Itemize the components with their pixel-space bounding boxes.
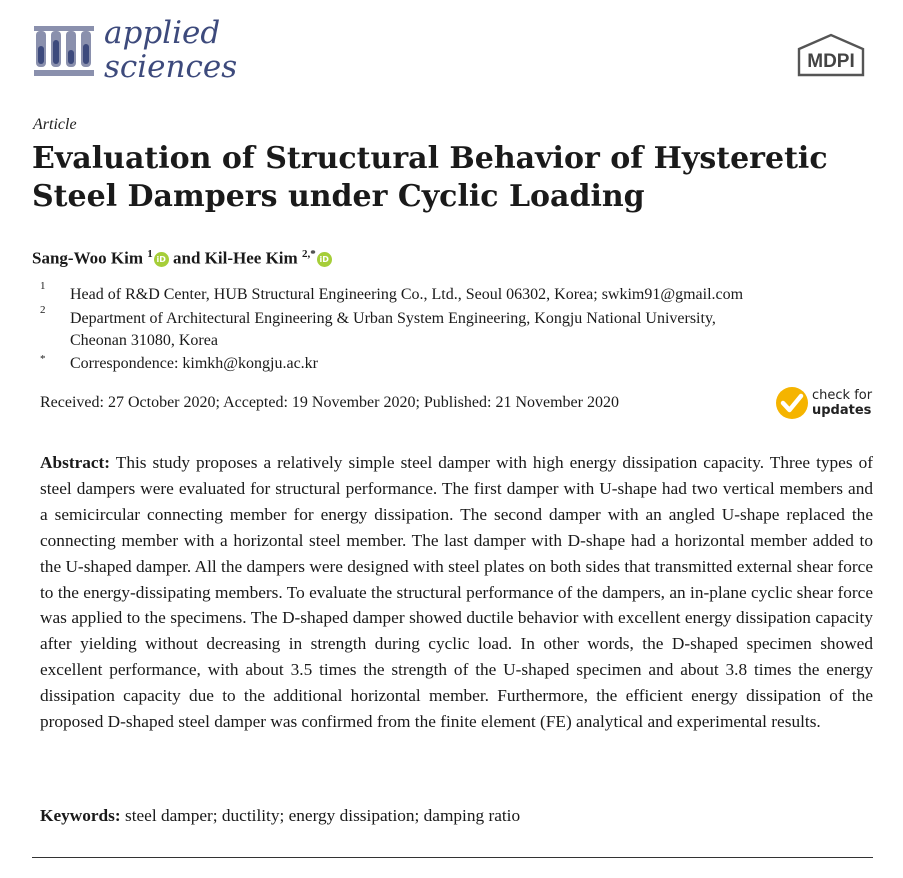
keywords-text: steel damper; ductility; energy dissipation; damping ratio bbox=[124, 806, 521, 825]
author-name: Sang-Woo Kim bbox=[32, 248, 143, 268]
journal-name bbox=[104, 16, 237, 84]
author-name: Kil-Hee Kim bbox=[204, 248, 298, 268]
abstract-label: Abstract: bbox=[40, 453, 111, 472]
publication-dates: Received: 27 October 2020; Accepted: 19 November 2020; Published: 21 November 2020 bbox=[40, 394, 619, 411]
checkmark-icon bbox=[775, 386, 809, 420]
author-affiliation-mark: 1 bbox=[147, 248, 153, 260]
author-list bbox=[32, 248, 332, 269]
abstract bbox=[40, 450, 873, 735]
section-divider bbox=[32, 857, 873, 858]
updates-label-line1: check for bbox=[812, 388, 873, 403]
orcid-icon[interactable]: iD bbox=[154, 252, 169, 267]
affiliation-text: Head of R&D Center, HUB Structural Engineering Co., Ltd., Seoul 06302, Korea; swkim91@gmail.com bbox=[70, 286, 744, 303]
affiliation-mark: * bbox=[40, 353, 46, 365]
journal-name-line2: sciences bbox=[104, 49, 238, 85]
article-type: Article bbox=[33, 116, 77, 133]
affiliation-mark: 1 bbox=[40, 280, 46, 292]
journal-logo bbox=[32, 15, 238, 88]
test-tubes-icon bbox=[32, 20, 96, 82]
author-affiliation-mark: 2,* bbox=[301, 248, 316, 260]
publisher-logo bbox=[791, 31, 871, 81]
abstract-text: This study proposes a relatively simple steel damper with high energy dissipation capacity. Three types of steel dampers were evaluated for structural performance. The first damper with U-shape had two vertical members and a semicircular connecting member for energy dissipation. The second damper with an angled U-shape replaced the connecting member with a horizontal steel member. The last damper with D-shape had a horizontal member added to the U-shaped damper. All the dampers were designed with steel plates on both sides that transmitted external shear force to the energy-dissipating members. To evaluate the structural performance of the dampers, an in-plane cyclic shear force was applied to the specimens. The D-shaped damper showed ductile behavior with excellent energy dissipation capacity after yielding without decreasing in strength during cyclic load. In other words, the D-shaped specimen showed excellent performance, with about 3.5 times the strength of the U-shaped specimen and about 3.8 times the energy dissipation capacity due to the additional horizontal member. Furthermore, the efficient energy dissipation of the proposed D-shaped steel damper was confirmed from the finite element (FE) analytical and experimental results. bbox=[40, 453, 873, 732]
journal-name-line1: applied bbox=[104, 15, 221, 51]
affiliation-mark: 2 bbox=[40, 304, 46, 316]
correspondence-text: Correspondence: kimkh@kongju.ac.kr bbox=[70, 355, 319, 372]
keywords bbox=[40, 806, 520, 826]
affiliation-text: Department of Architectural Engineering & Urban System Engineering, Kongju National University, bbox=[70, 310, 716, 327]
affiliation-text-cont: Cheonan 31080, Korea bbox=[70, 332, 218, 349]
check-for-updates-button[interactable] bbox=[775, 386, 885, 422]
article-title: Evaluation of Structural Behavior of Hysteretic Steel Dampers under Cyclic Loading bbox=[32, 141, 828, 214]
keywords-label: Keywords: bbox=[40, 806, 121, 825]
publisher-name: MDPI bbox=[807, 51, 855, 72]
author-conjunction: and bbox=[173, 248, 201, 268]
orcid-icon[interactable]: iD bbox=[317, 252, 332, 267]
updates-label-line2: updates bbox=[812, 403, 872, 418]
